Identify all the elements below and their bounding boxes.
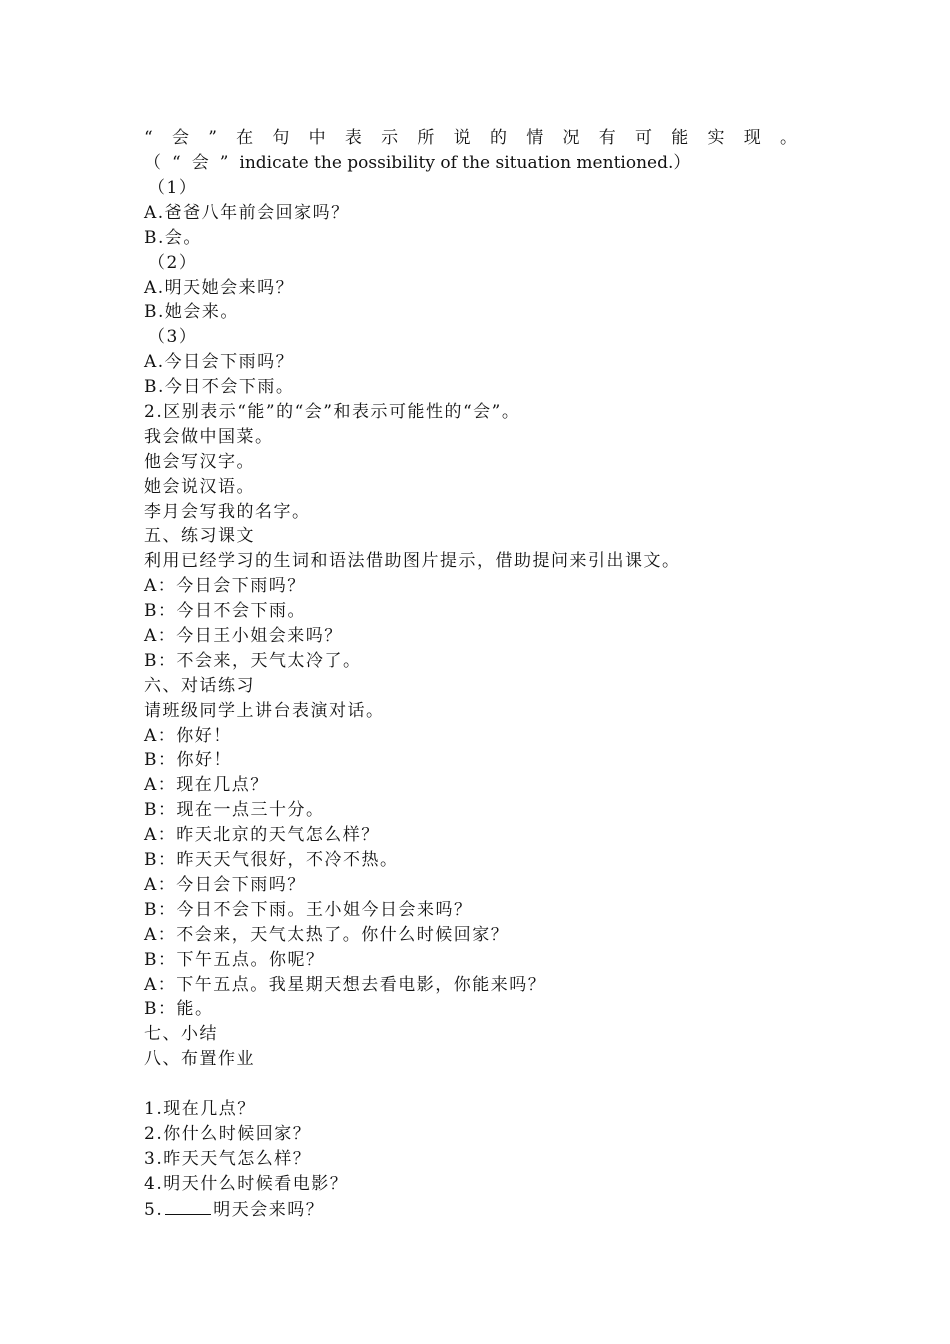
dialogue-line: A：今日会下雨吗？ <box>144 576 306 597</box>
dialogue-line: B：今日不会下雨。 <box>144 601 306 622</box>
section-5-description: 利用已经学习的生词和语法借助图片提示，借助提问来引出课文。 <box>144 551 681 572</box>
homework-item-5-text: 明天会来吗？ <box>213 1199 325 1220</box>
fill-in-blank <box>165 1197 211 1215</box>
sentence-line: 他会写汉字。 <box>144 451 255 472</box>
homework-item: 1.现在几点？ <box>144 1098 256 1119</box>
homework-item: 3.昨天天气怎么样？ <box>144 1148 312 1169</box>
sentence-line: 李月会写我的名字。 <box>144 501 311 522</box>
section-2-title: 2.区别表示“能”的“会”和表示可能性的“会”。 <box>144 402 521 423</box>
sentence-line: 她会说汉语。 <box>144 476 255 497</box>
dialogue-line: A：现在几点？ <box>144 775 269 796</box>
example-2-number: （2） <box>148 252 198 273</box>
section-6-description: 请班级同学上讲台表演对话。 <box>144 700 385 721</box>
dialogue-line: A：今日会下雨吗？ <box>144 874 306 895</box>
intro-paragraph <box>144 126 808 176</box>
example-1-number: （1） <box>148 178 198 198</box>
dialogue-line: B：不会来，天气太冷了。 <box>144 650 362 671</box>
homework-item-5 <box>144 1197 808 1222</box>
intro-chinese: “会”在句中表示所说的情况有可能实现。（“会” <box>144 128 808 173</box>
sentence-line: 我会做中国菜。 <box>144 426 274 447</box>
example-2-answer: B.她会来。 <box>144 302 239 323</box>
blank-line <box>144 1072 808 1097</box>
document-body <box>144 126 808 1221</box>
example-3-answer: B.今日不会下雨。 <box>144 377 295 398</box>
example-3-number: （3） <box>148 327 198 348</box>
dialogue-line: B：今日不会下雨。王小姐今日会来吗？ <box>144 899 473 920</box>
section-8-heading: 八、布置作业 <box>144 1049 255 1070</box>
example-3-question: A.今日会下雨吗？ <box>144 352 295 373</box>
homework-item: 2.你什么时候回家？ <box>144 1123 312 1144</box>
section-5-heading: 五、练习课文 <box>144 526 255 547</box>
dialogue-line: B：昨天天气很好，不冷不热。 <box>144 850 399 871</box>
intro-english: indicate the possibility of the situation mentioned.） <box>239 153 691 173</box>
example-2-question: A.明天她会来吗？ <box>144 277 295 298</box>
example-1-answer: B.会。 <box>144 227 202 248</box>
dialogue-line: B：下午五点。你呢？ <box>144 949 325 970</box>
dialogue-line: B：你好！ <box>144 750 232 771</box>
dialogue-line: A：下午五点。我星期天想去看电影，你能来吗？ <box>144 974 547 995</box>
homework-item: 4.明天什么时候看电影？ <box>144 1173 349 1194</box>
homework-item-5-number: 5. <box>144 1199 164 1220</box>
dialogue-line: A：昨天北京的天气怎么样？ <box>144 825 380 846</box>
section-7-heading: 七、小结 <box>144 1024 218 1045</box>
dialogue-line: A：今日王小姐会来吗？ <box>144 626 343 647</box>
dialogue-line: A：不会来，天气太热了。你什么时候回家？ <box>144 924 510 945</box>
dialogue-line: B：现在一点三十分。 <box>144 800 325 821</box>
dialogue-line: B：能。 <box>144 999 214 1020</box>
section-6-heading: 六、对话练习 <box>144 675 255 696</box>
example-1-question: A.爸爸八年前会回家吗？ <box>144 202 350 223</box>
dialogue-line: A：你好！ <box>144 725 232 746</box>
